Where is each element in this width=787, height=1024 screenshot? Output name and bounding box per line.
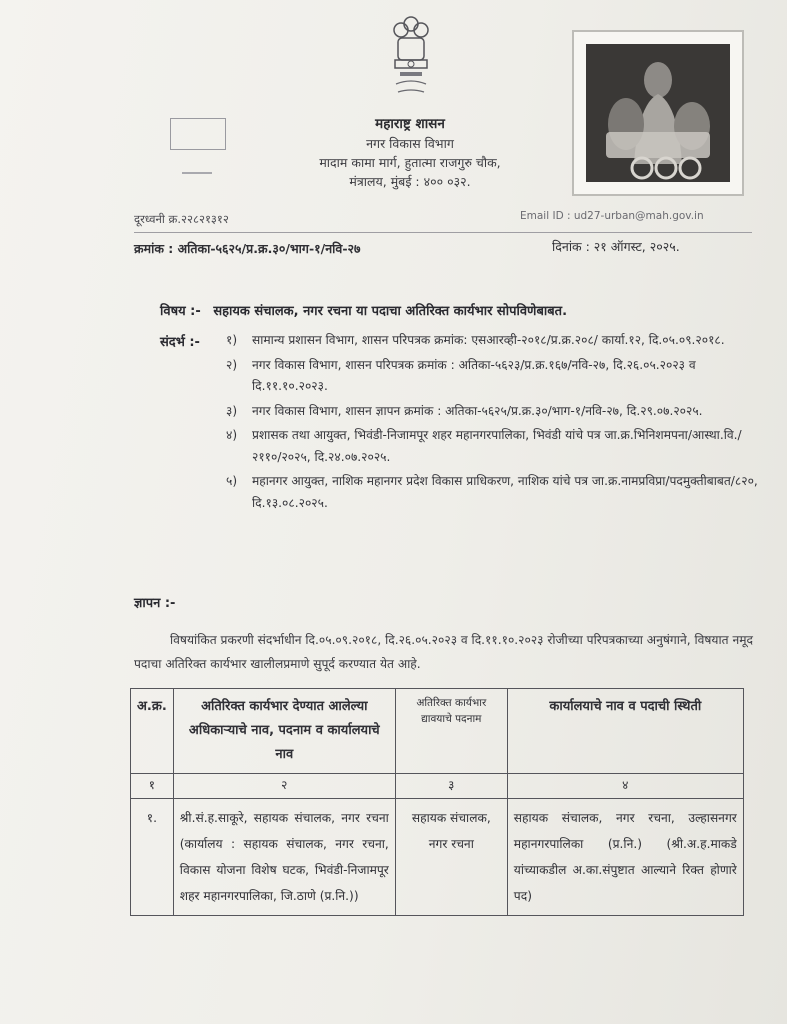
column-number: १ <box>131 774 174 799</box>
department-name: नगर विकास विभाग <box>366 136 454 151</box>
references-label: संदर्भ :- <box>160 335 200 350</box>
gyapan-label: ज्ञापन :- <box>134 596 176 611</box>
references-list <box>226 330 774 517</box>
department-header <box>250 115 570 191</box>
subject-line <box>160 301 567 319</box>
cell-sr: १. <box>131 799 174 916</box>
column-number-row <box>131 774 744 799</box>
table-row <box>131 799 744 916</box>
figures-image-icon <box>586 44 730 182</box>
address-line-1: मादाम कामा मार्ग, हुतात्मा राजगुरु चौक, <box>319 155 501 170</box>
subject-text: सहायक संचालक, नगर रचना या पदाचा अतिरिक्त कार्यभार सोपविणेबाबत. <box>213 304 568 319</box>
gyapan-body: विषयांकित प्रकरणी संदर्भाधीन दि.०५.०९.२०१८, दि.२६.०५.२०२३ व दि.११.१०.२०२३ रोजीच्या परिपत्रकाच्या अनुषंगाने, विषयात नमूद पदाचा अतिरिक्त कार्यभार खालीलप्रमाणे सुपूर्द करण्यात येत आहे. <box>134 633 754 671</box>
subject-label: विषय :- <box>160 304 201 319</box>
reference-item: १) सामान्य प्रशासन विभाग, शासन परिपत्रक क्रमांक: एसआरव्ही-२०१८/प्र.क्र.२०८/ कार्या.१२, दि.०५.०९.२०१८. <box>226 333 725 347</box>
reference-item: ४) प्रशासक तथा आयुक्त, भिवंडी-निजामपूर शहर महानगरपालिका, भिवंडी यांचे पत्र जा.क्र.भिनिशमपना/आस्था.वि./२११०/२०२५, दि.२४.०७.२०२५. <box>226 428 742 464</box>
address-line-2: मंत्रालय, मुंबई : ४०० ०३२. <box>349 174 471 189</box>
header-divider <box>134 232 752 233</box>
header-officer: अतिरिक्त कार्यभार देण्यात आलेल्या अधिकाऱ्याचे नाव, पदनाम व कार्यालयाचे नाव <box>173 689 395 774</box>
badge-image <box>586 44 730 182</box>
anniversary-badge <box>572 30 744 196</box>
reference-item: ५) महानगर आयुक्त, नाशिक महानगर प्रदेश विकास प्राधिकरण, नाशिक यांचे पत्र जा.क्र.नामप्रविप्रा/पदमुक्तीबाबत/८२०, दि.१३.०८.२०२५. <box>226 474 758 510</box>
state-emblem-icon <box>386 14 436 100</box>
reference-item: २) नगर विकास विभाग, शासन परिपत्रक क्रमांक : अतिका-५६२३/प्र.क्र.१६७/नवि-२७, दि.२६.०५.२०२३ व दि.११.१०.२०२३. <box>226 357 696 393</box>
cell-office-status: सहायक संचालक, नगर रचना, उल्हासनगर महानगरपालिका (प्र.नि.) (श्री.अ.ह.माकडे यांच्याकडील अ.का.संपुष्टात आल्याने रिक्त होणारे पद) <box>507 799 743 916</box>
column-number: २ <box>173 774 395 799</box>
cell-post: सहायक संचालक, नगर रचना <box>395 799 507 916</box>
table-header-row <box>131 689 744 774</box>
reference-item: ३) नगर विकास विभाग, शासन ज्ञापन क्रमांक : अतिका-५६२५/प्र.क्र.३०/भाग-१/नवि-२७, दि.२९.०७.२०२५. <box>226 403 703 418</box>
office-logo <box>166 118 228 192</box>
assignment-table <box>130 688 744 916</box>
state-govt-name: महाराष्ट्र शासन <box>375 116 445 132</box>
reference-number: क्रमांक : अतिका-५६२५/प्र.क्र.३०/भाग-१/नवि-२७ <box>134 241 361 256</box>
letter-date: दिनांक : २१ ऑगस्ट, २०२५. <box>552 239 680 254</box>
header-office-status: कार्यालयाचे नाव व पदाची स्थिती <box>507 689 743 774</box>
header-post: अतिरिक्त कार्यभार द्यावयाचे पदनाम <box>395 689 507 774</box>
header-sr-no: अ.क्र. <box>131 689 174 774</box>
column-number: ४ <box>507 774 743 799</box>
cell-officer: श्री.सं.ह.साकूरे, सहायक संचालक, नगर रचना (कार्यालय : सहायक संचालक, नगर रचना, विकास योजना विशेष घटक, भिवंडी-निजामपूर शहर महानगरपालिका, जि.ठाणे (प्र.नि.)) <box>173 799 395 916</box>
column-number: ३ <box>395 774 507 799</box>
email-id: Email ID : ud27-urban@mah.gov.in <box>520 210 704 222</box>
phone-number: दूरध्वनी क्र.२२८२१३१२ <box>134 212 229 226</box>
